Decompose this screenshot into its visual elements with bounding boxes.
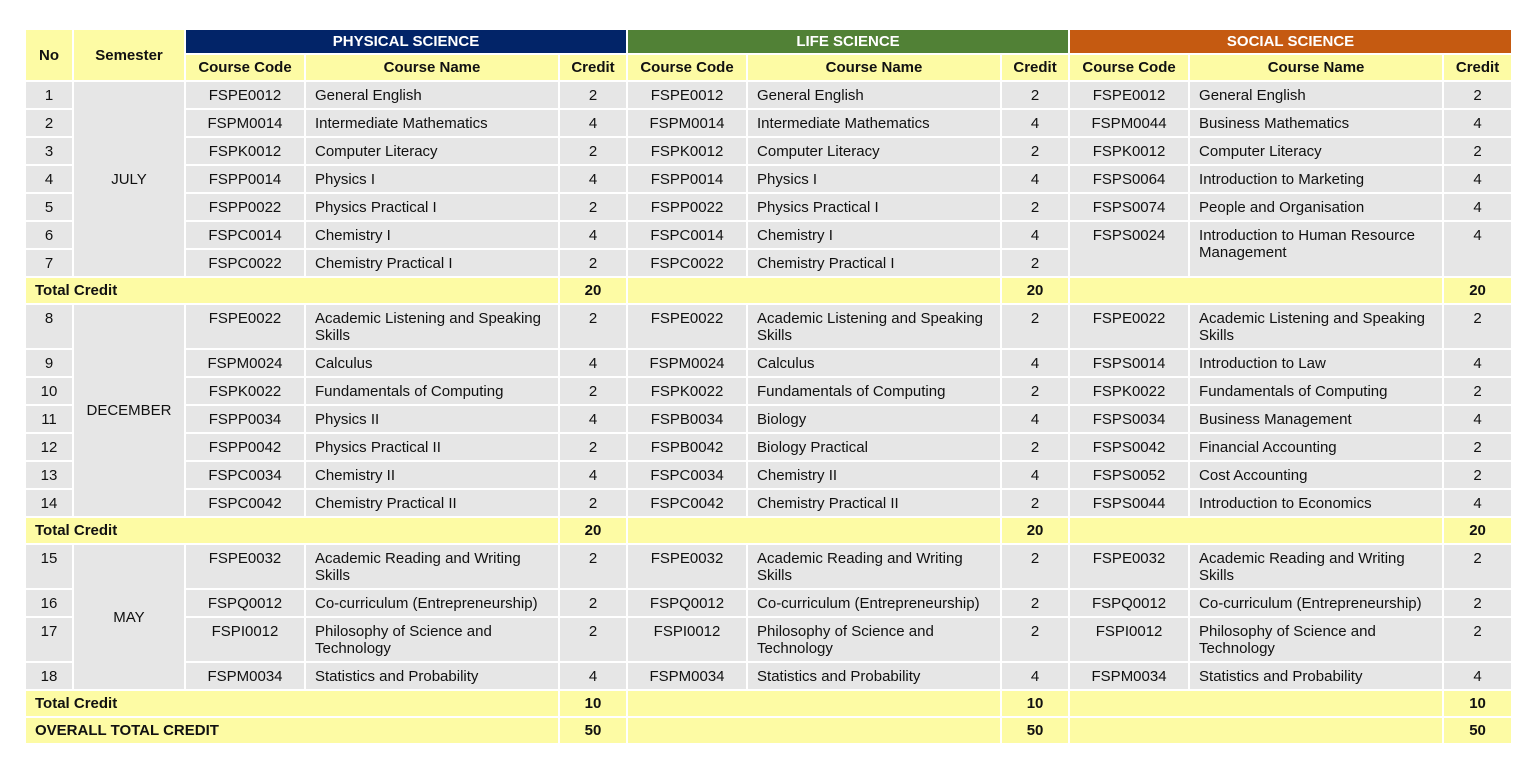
life-credit: 4 [1002, 110, 1068, 136]
life-course-code: FSPC0014 [628, 222, 746, 248]
life-course-code: FSPM0014 [628, 110, 746, 136]
table-row [26, 545, 1511, 588]
table-row [26, 434, 1511, 460]
row-number: 8 [26, 305, 72, 348]
table-row [26, 490, 1511, 516]
total-credit-label: Total Credit [26, 691, 558, 716]
header-course-name: Course Name [1190, 55, 1442, 80]
header-course-name: Course Name [748, 55, 1000, 80]
physical-credit: 2 [560, 490, 626, 516]
social-course-name: Academic Reading and Writing Skills [1190, 545, 1442, 588]
row-number: 6 [26, 222, 72, 248]
physical-credit: 2 [560, 545, 626, 588]
table-row [26, 138, 1511, 164]
overall-total-label: OVERALL TOTAL CREDIT [26, 718, 558, 743]
life-credit: 2 [1002, 194, 1068, 220]
physical-credit: 2 [560, 305, 626, 348]
table-row [26, 222, 1511, 248]
table-row [26, 82, 1511, 108]
table-body [26, 82, 1511, 743]
physical-course-name: Physics Practical I [306, 194, 558, 220]
row-number: 11 [26, 406, 72, 432]
physical-credit: 2 [560, 82, 626, 108]
social-total-credit: 20 [1444, 518, 1511, 543]
life-course-code: FSPP0022 [628, 194, 746, 220]
physical-course-name: Academic Listening and Speaking Skills [306, 305, 558, 348]
physical-course-code: FSPE0012 [186, 82, 304, 108]
social-total-credit: 20 [1444, 278, 1511, 303]
life-total-spacer [628, 278, 1000, 303]
social-course-name: Business Management [1190, 406, 1442, 432]
physical-course-name: Academic Reading and Writing Skills [306, 545, 558, 588]
life-course-code: FSPE0032 [628, 545, 746, 588]
row-number: 3 [26, 138, 72, 164]
social-credit: 2 [1444, 378, 1511, 404]
social-credit: 4 [1444, 490, 1511, 516]
physical-course-name: Fundamentals of Computing [306, 378, 558, 404]
social-course-name: Cost Accounting [1190, 462, 1442, 488]
physical-course-code: FSPE0032 [186, 545, 304, 588]
social-course-code: FSPS0024 [1070, 222, 1188, 276]
life-credit: 2 [1002, 590, 1068, 616]
physical-course-code: FSPK0012 [186, 138, 304, 164]
social-course-code: FSPE0022 [1070, 305, 1188, 348]
life-total-credit: 20 [1002, 278, 1068, 303]
table-row [26, 406, 1511, 432]
table-row [26, 350, 1511, 376]
life-course-name: Chemistry Practical II [748, 490, 1000, 516]
physical-course-name: Physics I [306, 166, 558, 192]
social-total-spacer [1070, 691, 1442, 716]
life-course-code: FSPB0042 [628, 434, 746, 460]
life-credit: 2 [1002, 618, 1068, 661]
social-credit: 4 [1444, 406, 1511, 432]
physical-course-code: FSPP0022 [186, 194, 304, 220]
physical-course-name: Co-curriculum (Entrepreneurship) [306, 590, 558, 616]
header-credit: Credit [560, 55, 626, 80]
row-number: 2 [26, 110, 72, 136]
total-credit-label: Total Credit [26, 278, 558, 303]
header-course-name: Course Name [306, 55, 558, 80]
row-number: 10 [26, 378, 72, 404]
life-total-spacer [628, 518, 1000, 543]
physical-course-name: Chemistry Practical I [306, 250, 558, 276]
social-course-code: FSPS0042 [1070, 434, 1188, 460]
total-credit-row [26, 278, 1511, 303]
life-course-name: Physics Practical I [748, 194, 1000, 220]
physical-credit: 4 [560, 110, 626, 136]
social-course-code: FSPK0022 [1070, 378, 1188, 404]
physical-course-name: Philosophy of Science and Technology [306, 618, 558, 661]
row-number: 17 [26, 618, 72, 661]
header-course-code: Course Code [1070, 55, 1188, 80]
row-number: 14 [26, 490, 72, 516]
social-course-name: Introduction to Marketing [1190, 166, 1442, 192]
header-no: No [26, 30, 72, 80]
social-total-credit: 10 [1444, 691, 1511, 716]
physical-credit: 4 [560, 663, 626, 689]
life-credit: 2 [1002, 545, 1068, 588]
physical-course-code: FSPQ0012 [186, 590, 304, 616]
social-credit: 2 [1444, 138, 1511, 164]
header-course-code: Course Code [186, 55, 304, 80]
life-course-code: FSPB0034 [628, 406, 746, 432]
life-credit: 4 [1002, 406, 1068, 432]
physical-total-credit: 10 [560, 691, 626, 716]
life-course-code: FSPM0024 [628, 350, 746, 376]
row-number: 16 [26, 590, 72, 616]
life-total-credit: 20 [1002, 518, 1068, 543]
physical-course-name: Computer Literacy [306, 138, 558, 164]
physical-credit: 4 [560, 406, 626, 432]
table-row [26, 194, 1511, 220]
table-row [26, 166, 1511, 192]
physical-course-code: FSPM0014 [186, 110, 304, 136]
social-course-code: FSPS0052 [1070, 462, 1188, 488]
physical-course-code: FSPC0014 [186, 222, 304, 248]
social-total-spacer [1070, 518, 1442, 543]
physical-credit: 4 [560, 222, 626, 248]
physical-course-code: FSPK0022 [186, 378, 304, 404]
header-semester: Semester [74, 30, 184, 80]
physical-course-name: Intermediate Mathematics [306, 110, 558, 136]
social-course-name: Computer Literacy [1190, 138, 1442, 164]
row-number: 13 [26, 462, 72, 488]
total-credit-row [26, 691, 1511, 716]
row-number: 4 [26, 166, 72, 192]
life-course-name: Chemistry Practical I [748, 250, 1000, 276]
physical-overall-credit: 50 [560, 718, 626, 743]
life-credit: 2 [1002, 82, 1068, 108]
social-total-spacer [1070, 278, 1442, 303]
social-course-code: FSPI0012 [1070, 618, 1188, 661]
semester-name: DECEMBER [74, 305, 184, 516]
social-credit: 4 [1444, 350, 1511, 376]
social-course-code: FSPK0012 [1070, 138, 1188, 164]
social-course-name: Business Mathematics [1190, 110, 1442, 136]
social-course-name: Introduction to Law [1190, 350, 1442, 376]
row-number: 15 [26, 545, 72, 588]
social-course-code: FSPM0044 [1070, 110, 1188, 136]
life-course-code: FSPI0012 [628, 618, 746, 661]
life-course-code: FSPK0022 [628, 378, 746, 404]
table-row [26, 110, 1511, 136]
social-credit: 4 [1444, 194, 1511, 220]
life-total-credit: 10 [1002, 691, 1068, 716]
social-course-code: FSPE0032 [1070, 545, 1188, 588]
social-credit: 4 [1444, 222, 1511, 276]
social-course-name: General English [1190, 82, 1442, 108]
social-credit: 2 [1444, 462, 1511, 488]
life-course-code: FSPQ0012 [628, 590, 746, 616]
life-course-name: Chemistry II [748, 462, 1000, 488]
physical-course-code: FSPI0012 [186, 618, 304, 661]
social-credit: 4 [1444, 110, 1511, 136]
social-overall-credit: 50 [1444, 718, 1511, 743]
social-course-name: Philosophy of Science and Technology [1190, 618, 1442, 661]
life-course-name: Biology [748, 406, 1000, 432]
physical-course-name: Chemistry I [306, 222, 558, 248]
social-course-code: FSPE0012 [1070, 82, 1188, 108]
life-course-code: FSPC0042 [628, 490, 746, 516]
social-credit: 2 [1444, 434, 1511, 460]
social-course-name: Introduction to Economics [1190, 490, 1442, 516]
social-overall-spacer [1070, 718, 1442, 743]
life-course-name: Philosophy of Science and Technology [748, 618, 1000, 661]
group-header-physical-science: PHYSICAL SCIENCE [186, 30, 626, 53]
social-course-name: Academic Listening and Speaking Skills [1190, 305, 1442, 348]
semester-name: JULY [74, 82, 184, 276]
life-course-name: Academic Reading and Writing Skills [748, 545, 1000, 588]
physical-course-code: FSPE0022 [186, 305, 304, 348]
group-header-social-science: SOCIAL SCIENCE [1070, 30, 1511, 53]
total-credit-row [26, 518, 1511, 543]
life-credit: 2 [1002, 434, 1068, 460]
life-total-spacer [628, 691, 1000, 716]
physical-course-name: Chemistry II [306, 462, 558, 488]
social-credit: 2 [1444, 590, 1511, 616]
table-row [26, 378, 1511, 404]
physical-course-name: Chemistry Practical II [306, 490, 558, 516]
life-course-code: FSPK0012 [628, 138, 746, 164]
life-credit: 4 [1002, 222, 1068, 248]
social-course-name: Introduction to Human Resource Management [1190, 222, 1442, 276]
total-credit-label: Total Credit [26, 518, 558, 543]
header-credit: Credit [1444, 55, 1511, 80]
life-course-name: Biology Practical [748, 434, 1000, 460]
table-row [26, 663, 1511, 689]
social-course-name: Financial Accounting [1190, 434, 1442, 460]
social-course-code: FSPQ0012 [1070, 590, 1188, 616]
physical-credit: 2 [560, 250, 626, 276]
credit-table [24, 28, 1513, 745]
row-number: 5 [26, 194, 72, 220]
social-course-code: FSPS0074 [1070, 194, 1188, 220]
physical-course-name: General English [306, 82, 558, 108]
physical-credit: 4 [560, 166, 626, 192]
social-credit: 2 [1444, 82, 1511, 108]
physical-credit: 2 [560, 194, 626, 220]
row-number: 7 [26, 250, 72, 276]
life-credit: 2 [1002, 305, 1068, 348]
social-course-code: FSPS0034 [1070, 406, 1188, 432]
life-course-name: Physics I [748, 166, 1000, 192]
social-course-code: FSPS0064 [1070, 166, 1188, 192]
physical-course-code: FSPC0042 [186, 490, 304, 516]
header-course-code: Course Code [628, 55, 746, 80]
row-number: 9 [26, 350, 72, 376]
life-course-code: FSPE0012 [628, 82, 746, 108]
physical-course-code: FSPP0042 [186, 434, 304, 460]
social-course-code: FSPS0044 [1070, 490, 1188, 516]
table-row [26, 590, 1511, 616]
social-credit: 4 [1444, 166, 1511, 192]
header-credit: Credit [1002, 55, 1068, 80]
life-course-name: Computer Literacy [748, 138, 1000, 164]
life-course-code: FSPC0022 [628, 250, 746, 276]
row-number: 18 [26, 663, 72, 689]
physical-total-credit: 20 [560, 518, 626, 543]
social-course-code: FSPM0034 [1070, 663, 1188, 689]
life-credit: 4 [1002, 166, 1068, 192]
life-course-name: Statistics and Probability [748, 663, 1000, 689]
life-course-code: FSPP0014 [628, 166, 746, 192]
physical-total-credit: 20 [560, 278, 626, 303]
physical-credit: 2 [560, 138, 626, 164]
life-credit: 4 [1002, 462, 1068, 488]
life-course-name: Intermediate Mathematics [748, 110, 1000, 136]
life-credit: 2 [1002, 490, 1068, 516]
physical-course-code: FSPC0034 [186, 462, 304, 488]
life-course-code: FSPM0034 [628, 663, 746, 689]
social-credit: 2 [1444, 305, 1511, 348]
physical-credit: 2 [560, 378, 626, 404]
physical-credit: 2 [560, 590, 626, 616]
social-course-name: Co-curriculum (Entrepreneurship) [1190, 590, 1442, 616]
social-course-name: Statistics and Probability [1190, 663, 1442, 689]
life-course-name: Academic Listening and Speaking Skills [748, 305, 1000, 348]
social-credit: 2 [1444, 618, 1511, 661]
social-course-code: FSPS0014 [1070, 350, 1188, 376]
life-overall-credit: 50 [1002, 718, 1068, 743]
physical-course-code: FSPP0014 [186, 166, 304, 192]
life-credit: 2 [1002, 378, 1068, 404]
row-number: 12 [26, 434, 72, 460]
table-row [26, 618, 1511, 661]
life-credit: 4 [1002, 663, 1068, 689]
table-row [26, 462, 1511, 488]
semester-name: MAY [74, 545, 184, 689]
overall-total-row [26, 718, 1511, 743]
life-course-code: FSPC0034 [628, 462, 746, 488]
physical-course-name: Physics II [306, 406, 558, 432]
social-course-name: People and Organisation [1190, 194, 1442, 220]
physical-credit: 2 [560, 434, 626, 460]
physical-credit: 4 [560, 462, 626, 488]
social-credit: 2 [1444, 545, 1511, 588]
physical-credit: 2 [560, 618, 626, 661]
life-credit: 2 [1002, 138, 1068, 164]
physical-course-code: FSPM0024 [186, 350, 304, 376]
physical-course-name: Physics Practical II [306, 434, 558, 460]
physical-course-code: FSPM0034 [186, 663, 304, 689]
row-number: 1 [26, 82, 72, 108]
life-course-name: Co-curriculum (Entrepreneurship) [748, 590, 1000, 616]
physical-course-name: Calculus [306, 350, 558, 376]
social-course-name: Fundamentals of Computing [1190, 378, 1442, 404]
group-header-life-science: LIFE SCIENCE [628, 30, 1068, 53]
life-overall-spacer [628, 718, 1000, 743]
life-credit: 2 [1002, 250, 1068, 276]
social-credit: 4 [1444, 663, 1511, 689]
life-course-name: Calculus [748, 350, 1000, 376]
life-course-code: FSPE0022 [628, 305, 746, 348]
life-course-name: Chemistry I [748, 222, 1000, 248]
physical-course-code: FSPP0034 [186, 406, 304, 432]
physical-course-name: Statistics and Probability [306, 663, 558, 689]
life-credit: 4 [1002, 350, 1068, 376]
life-course-name: Fundamentals of Computing [748, 378, 1000, 404]
table-row [26, 305, 1511, 348]
life-course-name: General English [748, 82, 1000, 108]
physical-credit: 4 [560, 350, 626, 376]
physical-course-code: FSPC0022 [186, 250, 304, 276]
